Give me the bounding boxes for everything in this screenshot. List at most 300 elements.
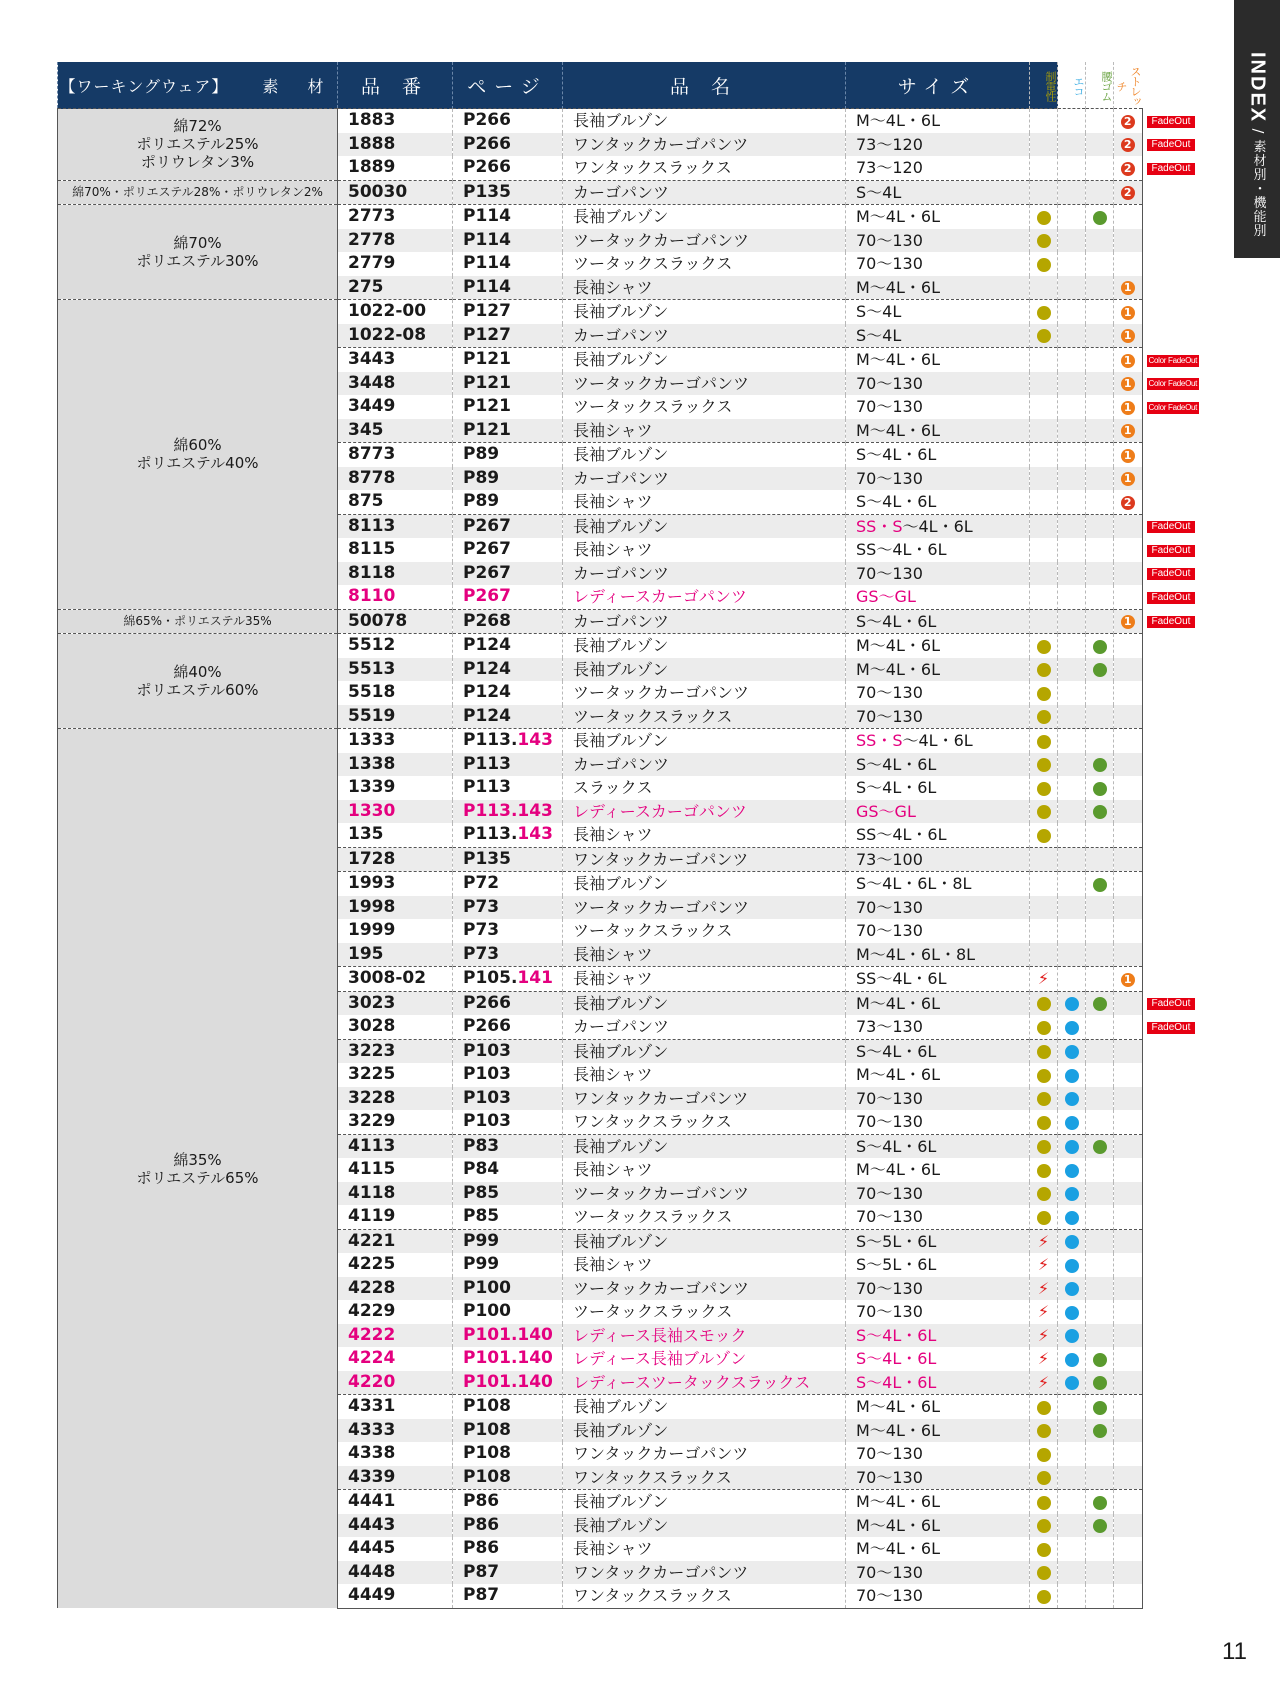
feature-stretch <box>1114 490 1143 514</box>
eco-dot-icon <box>1065 1376 1079 1390</box>
product-number: 2778 <box>338 229 453 253</box>
feature-eco <box>1058 1490 1086 1514</box>
material-cell <box>58 729 338 1609</box>
antistatic-dot-icon <box>1037 1543 1051 1557</box>
size-range: S～4L・6L <box>846 1039 1030 1063</box>
fadeout-badge: Color FadeOut <box>1148 355 1198 365</box>
feature-stretch <box>1114 419 1143 443</box>
note-cell <box>1142 943 1220 967</box>
feature-antistatic <box>1030 1466 1058 1490</box>
feature-eco <box>1058 372 1086 396</box>
table-row <box>58 205 1221 229</box>
feature-stretch <box>1114 872 1143 896</box>
waist-rubber-dot-icon <box>1093 663 1107 677</box>
product-number: 3223 <box>338 1039 453 1063</box>
feature-waist-rubber <box>1086 658 1114 682</box>
table-row <box>58 609 1221 634</box>
product-name: ワンタックカーゴパンツ <box>563 847 846 872</box>
page-ref: P89 <box>453 443 563 467</box>
feature-waist-rubber <box>1086 1324 1114 1348</box>
feature-antistatic <box>1030 1395 1058 1419</box>
page-ref: P87 <box>453 1584 563 1608</box>
feature-stretch <box>1114 1229 1143 1253</box>
product-number: 4445 <box>338 1537 453 1561</box>
feature-stretch <box>1114 1039 1143 1063</box>
size-range: M～4L・6L <box>846 658 1030 682</box>
material-text: 綿35% ポリエステル65% <box>136 1150 259 1187</box>
product-name: ワンタックカーゴパンツ <box>563 133 846 157</box>
size-range: S～4L・6L <box>846 1371 1030 1395</box>
lightning-icon: ⚡ <box>1037 1302 1050 1322</box>
note-cell <box>1142 1561 1220 1585</box>
feature-antistatic <box>1030 991 1058 1015</box>
feature-antistatic <box>1030 1584 1058 1608</box>
size-ladies: SS・S <box>856 731 903 751</box>
feature-antistatic <box>1030 1537 1058 1561</box>
feature-stretch <box>1114 1584 1143 1608</box>
antistatic-dot-icon <box>1037 329 1051 343</box>
index-tab <box>1234 0 1280 258</box>
note-cell <box>1142 872 1220 896</box>
feature-eco <box>1058 324 1086 348</box>
fadeout-badge: FadeOut <box>1147 139 1196 151</box>
waist-rubber-dot-icon <box>1093 758 1107 772</box>
page-ref: P103 <box>453 1063 563 1087</box>
feature-antistatic <box>1030 1063 1058 1087</box>
note-cell <box>1142 538 1220 562</box>
feature-antistatic <box>1030 1182 1058 1206</box>
feature-antistatic <box>1030 1347 1058 1371</box>
note-cell <box>1142 753 1220 777</box>
feature-antistatic <box>1030 1514 1058 1538</box>
feature-stretch <box>1114 1371 1143 1395</box>
feature-eco <box>1058 443 1086 467</box>
feature-eco <box>1058 109 1086 133</box>
feature-stretch <box>1114 1277 1143 1301</box>
feature-waist-rubber <box>1086 1300 1114 1324</box>
table-row <box>58 109 1221 133</box>
antistatic-dot-icon <box>1037 710 1051 724</box>
feature-eco <box>1058 609 1086 634</box>
size-range: M～4L・6L <box>846 1419 1030 1443</box>
feature-antistatic <box>1030 919 1058 943</box>
header-waist-rubber: 腰ゴム <box>1086 62 1114 109</box>
page-ref: P267 <box>453 538 563 562</box>
feature-eco <box>1058 943 1086 967</box>
page-ref: P127 <box>453 324 563 348</box>
product-name: ツータックカーゴパンツ <box>563 681 846 705</box>
stretch-level-icon: 1 <box>1121 472 1135 486</box>
feature-eco <box>1058 1063 1086 1087</box>
note-cell <box>1142 1300 1220 1324</box>
antistatic-dot-icon <box>1037 758 1051 772</box>
feature-waist-rubber <box>1086 180 1114 205</box>
feature-waist-rubber <box>1086 705 1114 729</box>
waist-rubber-dot-icon <box>1093 805 1107 819</box>
note-cell <box>1142 1039 1220 1063</box>
size-range: M～4L・6L <box>846 991 1030 1015</box>
feature-eco <box>1058 585 1086 609</box>
product-name: レディースカーゴパンツ <box>563 800 846 824</box>
note-cell <box>1142 847 1220 872</box>
feature-antistatic <box>1030 705 1058 729</box>
feature-eco <box>1058 1442 1086 1466</box>
feature-eco <box>1058 658 1086 682</box>
feature-waist-rubber <box>1086 443 1114 467</box>
page-ref-ladies: 141 <box>517 968 553 989</box>
product-number: 1888 <box>338 133 453 157</box>
antistatic-dot-icon <box>1037 258 1051 272</box>
feature-stretch <box>1114 753 1143 777</box>
header-page: ページ <box>453 62 563 109</box>
page-ref: P101.140 <box>453 1347 563 1371</box>
feature-antistatic <box>1030 514 1058 538</box>
page-ref-main: P113. <box>463 824 518 845</box>
eco-dot-icon <box>1065 1164 1079 1178</box>
product-number: 3028 <box>338 1015 453 1039</box>
note-cell <box>1142 156 1220 180</box>
feature-waist-rubber <box>1086 1205 1114 1229</box>
note-cell <box>1142 443 1220 467</box>
feature-waist-rubber <box>1086 1490 1114 1514</box>
product-name: ワンタックスラックス <box>563 1584 846 1608</box>
page-ref: P121 <box>453 348 563 372</box>
feature-waist-rubber <box>1086 800 1114 824</box>
size-range: 70～130 <box>846 1277 1030 1301</box>
product-name: 長袖ブルゾン <box>563 1229 846 1253</box>
page-ref: P127 <box>453 300 563 324</box>
size-range: M～4L・6L・8L <box>846 943 1030 967</box>
product-number: 8118 <box>338 562 453 586</box>
feature-waist-rubber <box>1086 372 1114 396</box>
feature-antistatic <box>1030 658 1058 682</box>
note-cell <box>1142 1324 1220 1348</box>
feature-antistatic <box>1030 538 1058 562</box>
feature-antistatic <box>1030 156 1058 180</box>
eco-dot-icon <box>1065 1116 1079 1130</box>
fadeout-badge: Color FadeOut <box>1148 402 1198 412</box>
stretch-level-icon: 1 <box>1121 306 1135 320</box>
note-cell <box>1142 1015 1220 1039</box>
feature-waist-rubber <box>1086 229 1114 253</box>
feature-stretch <box>1114 252 1143 276</box>
size-range: SS～4L・6L <box>846 967 1030 992</box>
eco-dot-icon <box>1065 1329 1079 1343</box>
feature-waist-rubber <box>1086 1347 1114 1371</box>
material-cell <box>58 609 338 634</box>
product-name: 長袖シャツ <box>563 943 846 967</box>
eco-dot-icon <box>1065 1353 1079 1367</box>
page-ref: P73 <box>453 943 563 967</box>
size-range: 73～120 <box>846 156 1030 180</box>
product-number: 4338 <box>338 1442 453 1466</box>
note-cell <box>1142 681 1220 705</box>
size-range: S～4L <box>846 300 1030 324</box>
page-ref: P86 <box>453 1514 563 1538</box>
product-number: 8773 <box>338 443 453 467</box>
feature-waist-rubber <box>1086 967 1114 992</box>
size-range: 70～130 <box>846 562 1030 586</box>
size-range: 70～130 <box>846 467 1030 491</box>
product-name: 長袖シャツ <box>563 1253 846 1277</box>
fadeout-badge: FadeOut <box>1147 1022 1196 1034</box>
feature-stretch <box>1114 1466 1143 1490</box>
page-ref: P266 <box>453 133 563 157</box>
feature-antistatic <box>1030 300 1058 324</box>
antistatic-dot-icon <box>1037 1448 1051 1462</box>
feature-stretch <box>1114 1419 1143 1443</box>
page-ref: P101.140 <box>453 1324 563 1348</box>
product-name: 長袖シャツ <box>563 276 846 300</box>
feature-waist-rubber <box>1086 1039 1114 1063</box>
product-number: 5518 <box>338 681 453 705</box>
material-cell <box>58 180 338 205</box>
page-ref: P84 <box>453 1158 563 1182</box>
page-ref: P114 <box>453 252 563 276</box>
size-range <box>846 514 1030 538</box>
size-range: M～4L・6L <box>846 1063 1030 1087</box>
feature-waist-rubber <box>1086 776 1114 800</box>
product-number: 1339 <box>338 776 453 800</box>
feature-waist-rubber <box>1086 395 1114 419</box>
note-cell <box>1142 1442 1220 1466</box>
product-number: 4221 <box>338 1229 453 1253</box>
product-number: 3008-02 <box>338 967 453 992</box>
fadeout-badge: FadeOut <box>1147 116 1196 128</box>
page-ref: P103 <box>453 1110 563 1134</box>
product-name: カーゴパンツ <box>563 1015 846 1039</box>
feature-eco <box>1058 1466 1086 1490</box>
stretch-level-icon: 2 <box>1121 115 1135 129</box>
index-tab-title: INDEX <box>1246 52 1269 124</box>
product-number: 8113 <box>338 514 453 538</box>
feature-waist-rubber <box>1086 896 1114 920</box>
feature-stretch <box>1114 1253 1143 1277</box>
product-number: 135 <box>338 823 453 847</box>
feature-waist-rubber <box>1086 348 1114 372</box>
fadeout-badge: FadeOut <box>1147 545 1196 557</box>
feature-antistatic <box>1030 252 1058 276</box>
antistatic-dot-icon <box>1037 234 1051 248</box>
feature-eco <box>1058 1182 1086 1206</box>
size-range: S～5L・6L <box>846 1253 1030 1277</box>
feature-stretch <box>1114 229 1143 253</box>
page-ref: P73 <box>453 896 563 920</box>
waist-rubber-dot-icon <box>1093 1519 1107 1533</box>
feature-stretch <box>1114 919 1143 943</box>
material-text: 綿70%・ポリエステル28%・ポリウレタン2% <box>72 185 323 200</box>
feature-eco <box>1058 729 1086 753</box>
feature-stretch <box>1114 967 1143 992</box>
waist-rubber-dot-icon <box>1093 997 1107 1011</box>
product-number: 4449 <box>338 1584 453 1608</box>
feature-eco <box>1058 681 1086 705</box>
note-cell <box>1142 1253 1220 1277</box>
product-number: 2773 <box>338 205 453 229</box>
size-range: S～4L <box>846 180 1030 205</box>
product-number: 4331 <box>338 1395 453 1419</box>
feature-waist-rubber <box>1086 1015 1114 1039</box>
fadeout-badge: FadeOut <box>1147 521 1196 533</box>
lightning-icon: ⚡ <box>1037 969 1050 989</box>
stretch-level-icon: 1 <box>1121 354 1135 368</box>
feature-waist-rubber <box>1086 419 1114 443</box>
page-ref: P121 <box>453 372 563 396</box>
feature-eco <box>1058 348 1086 372</box>
feature-eco <box>1058 1229 1086 1253</box>
product-number: 3229 <box>338 1110 453 1134</box>
feature-waist-rubber <box>1086 609 1114 634</box>
material-text: 綿70% ポリエステル30% <box>136 234 259 270</box>
product-number: 4448 <box>338 1561 453 1585</box>
feature-eco <box>1058 967 1086 992</box>
feature-stretch <box>1114 1015 1143 1039</box>
lightning-icon: ⚡ <box>1037 1278 1050 1298</box>
page-ref: P86 <box>453 1490 563 1514</box>
feature-stretch <box>1114 1158 1143 1182</box>
feature-antistatic <box>1030 896 1058 920</box>
page-ref: P99 <box>453 1229 563 1253</box>
feature-stretch <box>1114 991 1143 1015</box>
feature-waist-rubber <box>1086 1158 1114 1182</box>
antistatic-dot-icon <box>1037 735 1051 749</box>
feature-stretch <box>1114 896 1143 920</box>
feature-stretch <box>1114 943 1143 967</box>
eco-dot-icon <box>1065 1282 1079 1296</box>
product-name: 長袖シャツ <box>563 538 846 562</box>
page-ref: P266 <box>453 109 563 133</box>
product-name: 長袖ブルゾン <box>563 348 846 372</box>
feature-eco <box>1058 562 1086 586</box>
feature-waist-rubber <box>1086 300 1114 324</box>
stretch-level-icon: 1 <box>1121 449 1135 463</box>
feature-waist-rubber <box>1086 514 1114 538</box>
antistatic-dot-icon <box>1037 1092 1051 1106</box>
feature-eco <box>1058 1277 1086 1301</box>
stretch-level-icon: 1 <box>1121 973 1135 987</box>
feature-stretch <box>1114 800 1143 824</box>
product-name: 長袖シャツ <box>563 1537 846 1561</box>
eco-dot-icon <box>1065 1211 1079 1225</box>
feature-eco <box>1058 872 1086 896</box>
product-name: 長袖ブルゾン <box>563 991 846 1015</box>
feature-antistatic <box>1030 1419 1058 1443</box>
waist-rubber-dot-icon <box>1093 640 1107 654</box>
fadeout-badge: FadeOut <box>1147 163 1196 175</box>
feature-antistatic <box>1030 776 1058 800</box>
product-name: ワンタックスラックス <box>563 1110 846 1134</box>
antistatic-dot-icon <box>1037 782 1051 796</box>
page-ref: P268 <box>453 609 563 634</box>
size-range: 70～130 <box>846 252 1030 276</box>
feature-eco <box>1058 300 1086 324</box>
stretch-level-icon: 1 <box>1121 615 1135 629</box>
product-number: 4339 <box>338 1466 453 1490</box>
product-name: スラックス <box>563 776 846 800</box>
feature-stretch <box>1114 562 1143 586</box>
note-cell <box>1142 609 1220 634</box>
size-range: 70～130 <box>846 372 1030 396</box>
size-range: S～4L・6L <box>846 1324 1030 1348</box>
size-range: 70～130 <box>846 681 1030 705</box>
feature-antistatic <box>1030 348 1058 372</box>
product-number: 5519 <box>338 705 453 729</box>
product-name: 長袖シャツ <box>563 967 846 992</box>
product-name: ツータックカーゴパンツ <box>563 1182 846 1206</box>
note-cell <box>1142 991 1220 1015</box>
product-name: ワンタックスラックス <box>563 1466 846 1490</box>
feature-antistatic <box>1030 1277 1058 1301</box>
note-cell <box>1142 658 1220 682</box>
index-tab-subtitle: 素材別・機能別 <box>1250 139 1266 238</box>
feature-stretch <box>1114 776 1143 800</box>
material-cell <box>58 205 338 300</box>
feature-waist-rubber <box>1086 1442 1114 1466</box>
product-name: 長袖ブルゾン <box>563 443 846 467</box>
fadeout-badge: FadeOut <box>1147 568 1196 580</box>
feature-waist-rubber <box>1086 847 1114 872</box>
product-name: 長袖ブルゾン <box>563 1039 846 1063</box>
feature-eco <box>1058 896 1086 920</box>
eco-dot-icon <box>1065 1306 1079 1320</box>
size-range: M～4L・6L <box>846 109 1030 133</box>
size-range: GS～GL <box>846 800 1030 824</box>
feature-eco <box>1058 229 1086 253</box>
feature-antistatic <box>1030 1158 1058 1182</box>
feature-waist-rubber <box>1086 1466 1114 1490</box>
feature-eco <box>1058 1324 1086 1348</box>
size-range: S～4L・6L・8L <box>846 872 1030 896</box>
note-cell <box>1142 896 1220 920</box>
note-cell <box>1142 1134 1220 1158</box>
feature-eco <box>1058 1158 1086 1182</box>
feature-waist-rubber <box>1086 919 1114 943</box>
page-ref: P113 <box>453 776 563 800</box>
note-cell <box>1142 1371 1220 1395</box>
feature-antistatic <box>1030 1087 1058 1111</box>
waist-rubber-dot-icon <box>1093 1140 1107 1154</box>
page-number: 11 <box>1222 1638 1247 1665</box>
product-number: 8110 <box>338 585 453 609</box>
antistatic-dot-icon <box>1037 1211 1051 1225</box>
waist-rubber-dot-icon <box>1093 211 1107 225</box>
note-cell <box>1142 324 1220 348</box>
note-cell <box>1142 276 1220 300</box>
lightning-icon: ⚡ <box>1037 1372 1050 1392</box>
feature-antistatic <box>1030 490 1058 514</box>
size-range: 73～120 <box>846 133 1030 157</box>
size-range: S～4L・6L <box>846 1134 1030 1158</box>
feature-eco <box>1058 133 1086 157</box>
product-number: 4225 <box>338 1253 453 1277</box>
feature-eco <box>1058 823 1086 847</box>
product-number: 3443 <box>338 348 453 372</box>
feature-antistatic <box>1030 1561 1058 1585</box>
page-ref: P114 <box>453 205 563 229</box>
feature-waist-rubber <box>1086 1063 1114 1087</box>
note-cell <box>1142 1205 1220 1229</box>
stretch-level-icon: 1 <box>1121 424 1135 438</box>
feature-stretch <box>1114 1063 1143 1087</box>
lightning-icon: ⚡ <box>1037 1255 1050 1275</box>
feature-waist-rubber <box>1086 1419 1114 1443</box>
feature-stretch <box>1114 514 1143 538</box>
feature-stretch <box>1114 324 1143 348</box>
feature-stretch <box>1114 538 1143 562</box>
feature-stretch <box>1114 609 1143 634</box>
page-ref: P72 <box>453 872 563 896</box>
size-range: 70～130 <box>846 1466 1030 1490</box>
